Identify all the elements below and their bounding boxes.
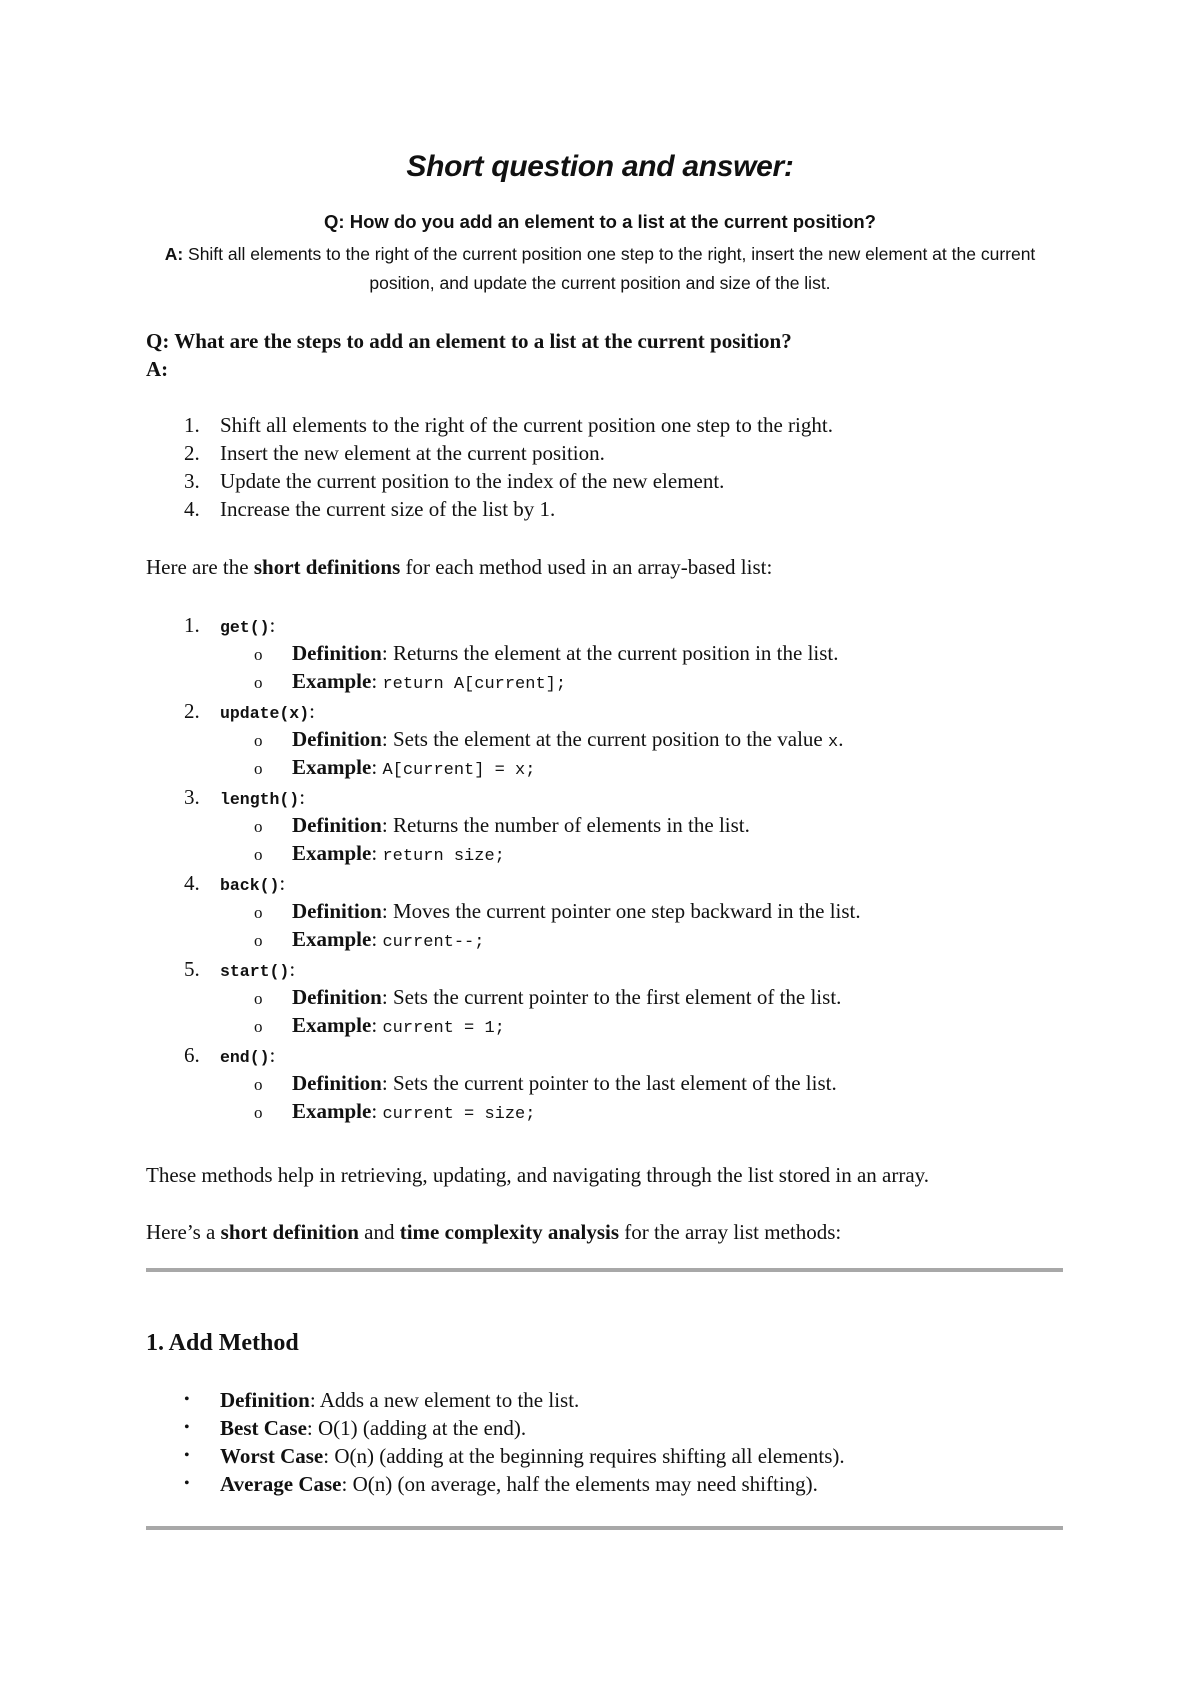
section-heading: 1. Add Method <box>146 1330 299 1356</box>
example-code: current--; <box>382 933 485 952</box>
answer-2-label: A: <box>146 357 169 381</box>
definition-label: Definition <box>292 985 382 1009</box>
method-colon: : <box>299 785 306 809</box>
bullet-icon: o <box>254 817 263 836</box>
bullet-icon: o <box>254 759 263 778</box>
colon: : <box>371 669 378 693</box>
methods-intro <box>146 555 772 580</box>
answer-1-label: A: <box>164 244 184 264</box>
method-colon: : <box>269 1043 276 1067</box>
colon: : <box>381 641 388 665</box>
bullet-icon: • <box>184 1419 190 1436</box>
colon: : <box>381 899 388 923</box>
definition-text: Sets the current pointer to the last element of the list. <box>387 1071 837 1095</box>
complexity-intro-bold-2: time complexity analysis <box>399 1220 620 1244</box>
document-title: Short question and answer: <box>406 150 794 183</box>
item-label: Average Case <box>220 1472 342 1496</box>
bullet-icon: • <box>184 1391 190 1408</box>
definition-end: . <box>838 727 844 751</box>
example-code: current = 1; <box>382 1019 505 1038</box>
method-number: 3. <box>184 785 200 809</box>
method-name: update(x) <box>220 704 310 723</box>
definition-label: Definition <box>292 727 382 751</box>
method-number: 4. <box>184 871 200 895</box>
bullet-icon: o <box>254 673 263 692</box>
definition-text: Sets the current pointer to the first element of the list. <box>387 985 842 1009</box>
item-label: Best Case <box>220 1416 307 1440</box>
example-label: Example <box>292 669 372 693</box>
horizontal-rule <box>146 1268 1063 1272</box>
method-number: 1. <box>184 613 200 637</box>
complexity-intro-bold-1: short definition <box>220 1220 359 1244</box>
method-colon: : <box>279 871 286 895</box>
example-label: Example <box>292 927 372 951</box>
definition-code: x <box>827 733 839 752</box>
step-number: 3. <box>184 469 200 493</box>
horizontal-rule <box>146 1526 1063 1530</box>
definition-label: Definition <box>292 899 382 923</box>
definition-text: Returns the element at the current position in the list. <box>387 641 839 665</box>
item-label: Worst Case <box>220 1444 324 1468</box>
step-number: 4. <box>184 497 200 521</box>
complexity-intro-text: Here’s a <box>146 1220 221 1244</box>
step-text: Update the current position to the index of the new element. <box>220 469 725 493</box>
item-label: Definition <box>220 1388 310 1412</box>
colon: : <box>381 727 388 751</box>
step-text: Insert the new element at the current position. <box>220 441 605 465</box>
method-name: length() <box>220 790 300 809</box>
method-name: back() <box>220 876 280 895</box>
step-number: 2. <box>184 441 200 465</box>
question-1: Q: How do you add an element to a list at the current position? <box>324 211 876 232</box>
bullet-icon: o <box>254 931 263 950</box>
bullet-icon: o <box>254 989 263 1008</box>
colon: : <box>371 1013 378 1037</box>
colon: : <box>381 1071 388 1095</box>
definition-text: Moves the current pointer one step backward in the list. <box>387 899 861 923</box>
example-label: Example <box>292 1099 372 1123</box>
summary-paragraph: These methods help in retrieving, updating, and navigating through the list stored in an array. <box>146 1163 930 1187</box>
question-2: Q: What are the steps to add an element to a list at the current position? <box>146 329 792 353</box>
step-text: Shift all elements to the right of the current position one step to the right. <box>220 413 833 437</box>
colon: : <box>381 813 388 837</box>
colon: : <box>381 985 388 1009</box>
bullet-icon: o <box>254 845 263 864</box>
complexity-intro-mid: and <box>358 1220 400 1244</box>
method-name: end() <box>220 1048 270 1067</box>
bullet-icon: o <box>254 903 263 922</box>
bullet-icon: o <box>254 1075 263 1094</box>
bullet-icon: o <box>254 1103 263 1122</box>
bullet-icon: • <box>184 1447 190 1464</box>
method-number: 5. <box>184 957 200 981</box>
example-code: A[current] = x; <box>382 761 536 780</box>
complexity-intro <box>146 1220 841 1245</box>
example-code: current = size; <box>382 1105 536 1124</box>
bullet-icon: o <box>254 731 263 750</box>
step-number: 1. <box>184 413 200 437</box>
method-name: get() <box>220 618 270 637</box>
answer-1 <box>140 240 1060 298</box>
answer-1-text: Shift all elements to the right of the current position one step to the right, insert the new element at the current position, and update the current position and size of the list. <box>183 244 1036 293</box>
bullet-icon: • <box>184 1475 190 1492</box>
item-text: : O(n) (adding at the beginning requires shifting all elements). <box>323 1444 845 1468</box>
step-text: Increase the current size of the list by 1. <box>220 497 556 521</box>
bullet-icon: o <box>254 1017 263 1036</box>
colon: : <box>371 1099 378 1123</box>
definition-label: Definition <box>292 1071 382 1095</box>
intro-bold: short definitions <box>253 555 401 579</box>
example-label: Example <box>292 1013 372 1037</box>
bullet-icon: o <box>254 645 263 664</box>
intro-text: Here are the <box>146 555 254 579</box>
definition-label: Definition <box>292 641 382 665</box>
colon: : <box>371 755 378 779</box>
colon: : <box>371 927 378 951</box>
method-colon: : <box>269 613 276 637</box>
definition-text: Returns the number of elements in the list. <box>387 813 750 837</box>
method-colon: : <box>309 699 315 723</box>
item-text: : O(1) (adding at the end). <box>306 1416 527 1440</box>
intro-text-end: for each method used in an array-based list: <box>400 555 773 579</box>
item-text: : O(n) (on average, half the elements may need shifting). <box>341 1472 818 1496</box>
colon: : <box>371 841 378 865</box>
example-label: Example <box>292 755 372 779</box>
example-code: return A[current]; <box>382 675 567 694</box>
definition-text: Sets the element at the current position to the value <box>387 727 828 751</box>
example-code: return size; <box>382 847 505 866</box>
example-label: Example <box>292 841 372 865</box>
method-number: 6. <box>184 1043 200 1067</box>
method-name: start() <box>220 962 290 981</box>
item-text: : Adds a new element to the list. <box>309 1388 580 1412</box>
definition-label: Definition <box>292 813 382 837</box>
method-number: 2. <box>184 699 200 723</box>
method-colon: : <box>289 957 296 981</box>
complexity-intro-end: for the array list methods: <box>619 1220 842 1244</box>
